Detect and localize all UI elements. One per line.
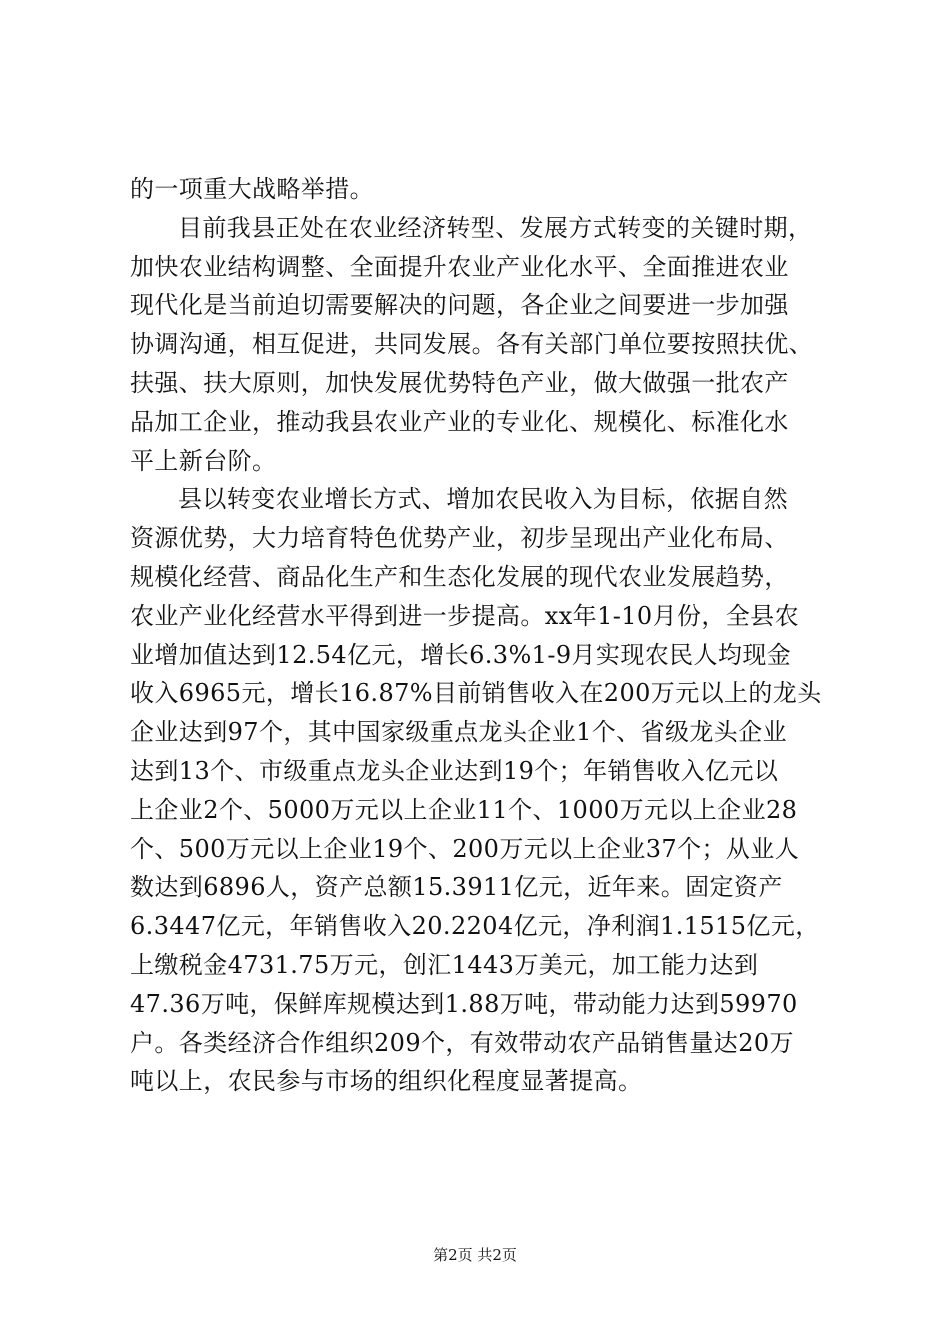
text-line: 达到13个、市级重点龙头企业达到19个；年销售收入亿元以 — [130, 756, 779, 785]
text-line: 吨以上，农民参与市场的组织化程度显著提高。 — [130, 1067, 643, 1096]
text-line: 个、500万元以上企业19个、200万元以上企业37个；从业人 — [130, 834, 800, 863]
text-line: 47.36万吨，保鲜库规模达到1.88万吨，带动能力达到59970 — [130, 989, 798, 1018]
text-line: 加快农业结构调整、全面提升农业产业化水平、全面推进农业 — [130, 252, 789, 281]
text-line: 企业达到97个，其中国家级重点龙头企业1个、省级龙头企业 — [130, 718, 788, 747]
text-line: 收入6965元，增长16.87%目前销售收入在200万元以上的龙头 — [130, 679, 822, 708]
document-body — [130, 170, 830, 1101]
text-line: 的一项重大战略举措。 — [130, 175, 374, 203]
text-line: 上缴税金4731.75万元，创汇1443万美元，加工能力达到 — [130, 950, 759, 979]
text-line: 平上新台阶。 — [130, 446, 277, 475]
text-line: 农业产业化经营水平得到进一步提高。xx年1-10月份，全县农 — [130, 601, 799, 630]
text-line: 协调沟通，相互促进，共同发展。各有关部门单位要按照扶优、 — [130, 330, 814, 359]
text-line: 数达到6896人，资产总额15.3911亿元，近年来。固定资产 — [130, 873, 783, 902]
paragraph-first-line: 目前我县正处在农业经济转型、发展方式转变的关键时期， — [178, 213, 813, 242]
text-line: 户。各类经济合作组织209个，有效带动农产品销售量达20万 — [130, 1028, 794, 1057]
page-footer — [0, 1245, 950, 1265]
text-line: 规模化经营、商品化生产和生态化发展的现代农业发展趋势， — [130, 562, 789, 591]
text-line: 资源优势，大力培育特色优势产业，初步呈现出产业化布局、 — [130, 524, 789, 553]
text-line: 品加工企业，推动我县农业产业的专业化、规模化、标准化水 — [130, 407, 789, 436]
text-line: 6.3447亿元，年销售收入20.2204亿元，净利润1.1515亿元， — [130, 912, 820, 941]
text-line: 业增加值达到12.54亿元，增长6.3%1-9月实现农民人均现金 — [130, 640, 792, 669]
paragraph-first-line: 县以转变农业增长方式、增加农民收入为目标，依据自然 — [178, 485, 788, 514]
text-line: 扶强、扶大原则，加快发展优势特色产业，做大做强一批农产 — [130, 368, 789, 397]
text-line: 现代化是当前迫切需要解决的问题，各企业之间要进一步加强 — [130, 291, 789, 320]
page-number-label: 第2页 共2页 — [433, 1246, 517, 1264]
text-line: 上企业2个、5000万元以上企业11个、1000万元以上企业28 — [130, 795, 798, 824]
